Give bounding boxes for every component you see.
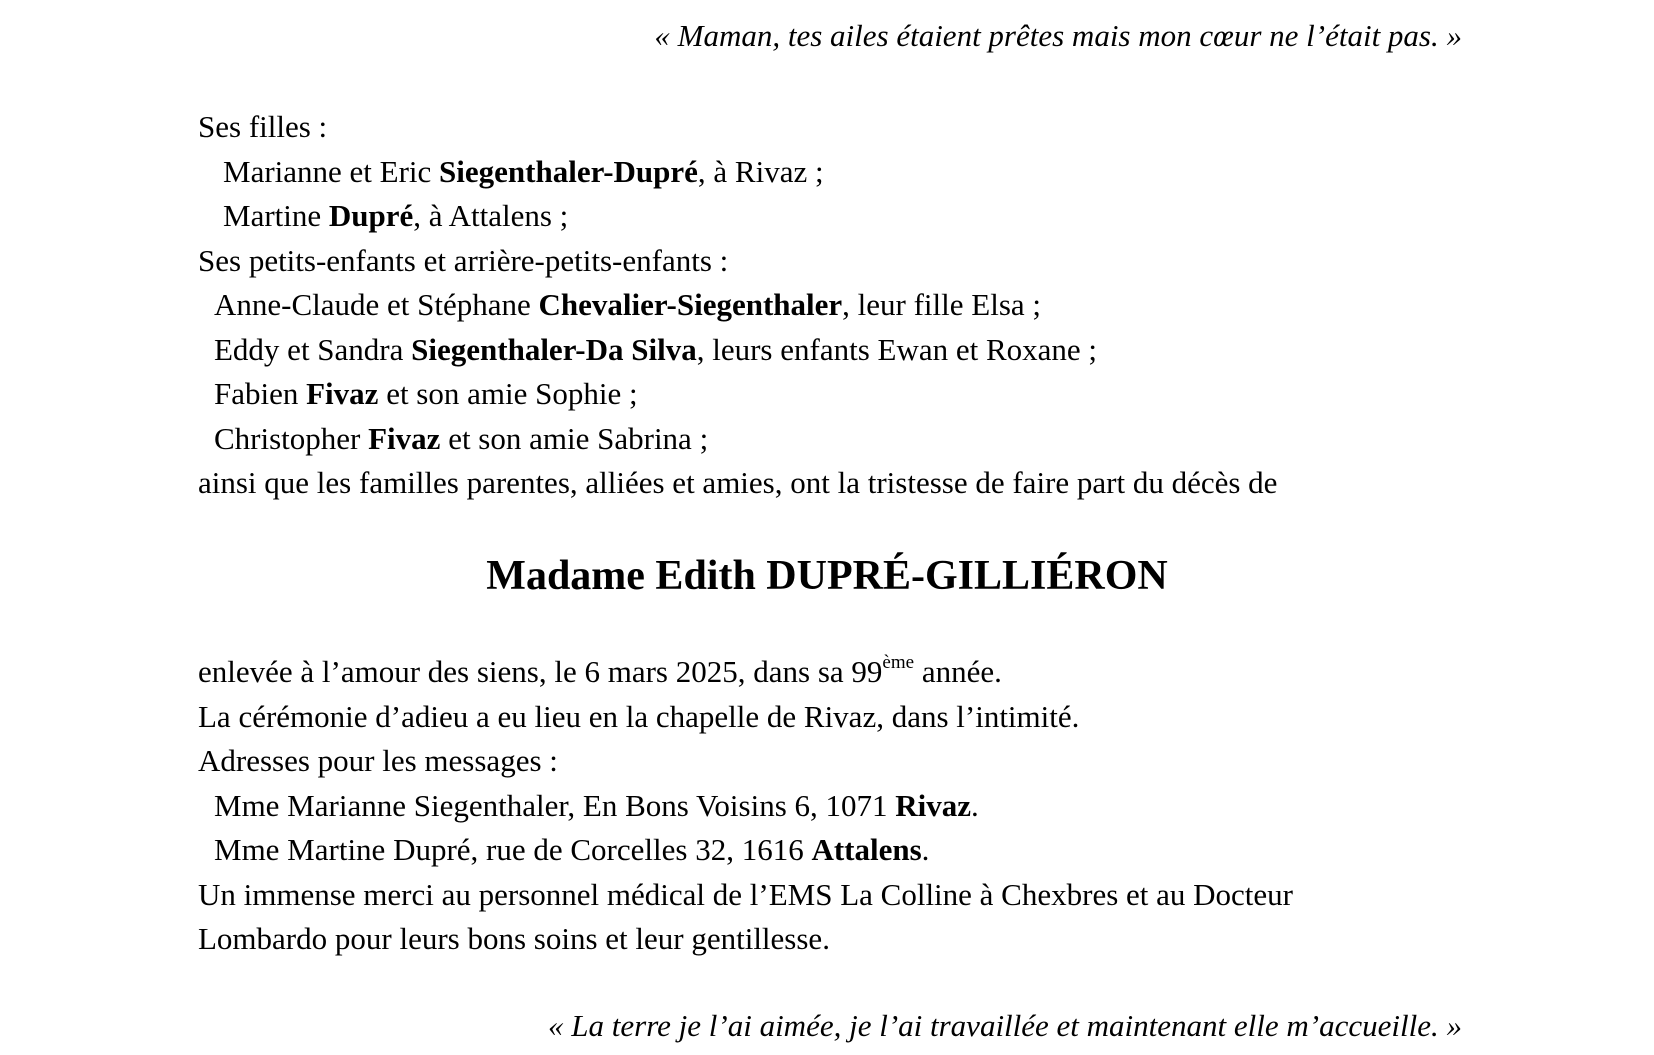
announcement-line: ainsi que les familles parentes, alliées et amies, ont la tristesse de faire part du décès de (198, 465, 1278, 500)
deceased-name: Madame Edith DUPRÉ-GILLIÉRON (486, 553, 1168, 599)
grandchildren-heading: Ses petits-enfants et arrière-petits-enfants : (198, 242, 729, 278)
grandchild-line: Anne-Claude et Stéphane Chevalier-Siegenthaler, leur fille Elsa ; (214, 287, 1042, 322)
daughter-line: Martine Dupré, à Attalens ; (223, 198, 569, 233)
details-section (198, 650, 1498, 962)
closing-quote: « La terre je l’ai aimée, je l’ai travaillée et maintenant elle m’accueille. » (548, 1008, 1462, 1043)
addresses-heading: Adresses pour les messages : (198, 743, 558, 778)
daughter-line: Marianne et Eric Siegenthaler-Dupré, à Rivaz ; (223, 153, 824, 189)
grandchild-line: Eddy et Sandra Siegenthaler-Da Silva, leurs enfants Ewan et Roxane ; (214, 331, 1098, 367)
thanks-line: Lombardo pour leurs bons soins et leur gentillesse. (198, 921, 830, 956)
opening-quote: « Maman, tes ailes étaient prêtes mais mon cœur ne l’était pas. » (654, 18, 1462, 53)
thanks-line: Un immense merci au personnel médical de l’EMS La Colline à Chexbres et au Docteur (198, 876, 1293, 912)
address-line: Mme Martine Dupré, rue de Corcelles 32, 1616 Attalens. (214, 832, 930, 867)
family-section (198, 105, 1498, 506)
grandchild-line: Christopher Fivaz et son amie Sabrina ; (214, 420, 709, 456)
ceremony-line: La cérémonie d’adieu a eu lieu en la chapelle de Rivaz, dans l’intimité. (198, 698, 1080, 734)
daughters-heading: Ses filles : (198, 109, 328, 144)
grandchild-line: Fabien Fivaz et son amie Sophie ; (214, 376, 638, 411)
address-line: Mme Marianne Siegenthaler, En Bons Voisins 6, 1071 Rivaz. (214, 787, 979, 823)
death-notice-line: enlevée à l’amour des siens, le 6 mars 2025, dans sa 99ème année. (198, 652, 1002, 689)
